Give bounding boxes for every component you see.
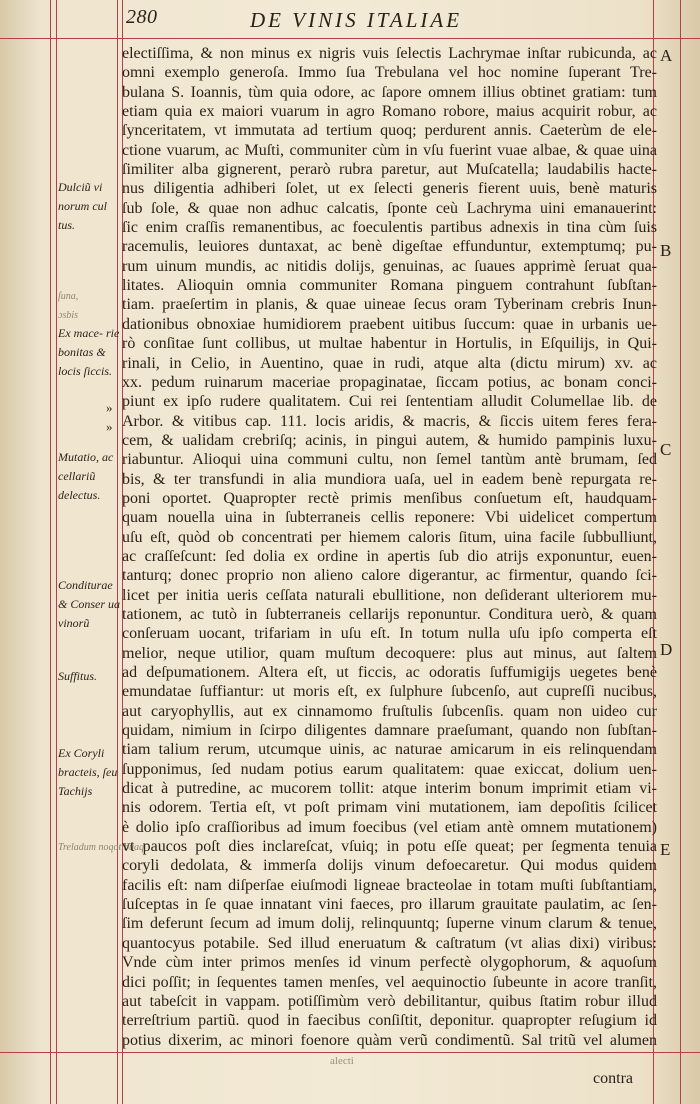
text-line: ctione vuarum, ac Muſti, communiter cùm in vſu fuerint vuae albae, & quae uina <box>122 141 657 159</box>
text-line: rum uinum mundis, ac nitidis dolijs, genuinas, ac ſuaues apprimè ſeruat qua- <box>122 257 657 275</box>
text-line: quam nouella uina in ſubterraneis cellis reponere: Vbi uidelicet compertum <box>122 509 657 527</box>
body-text <box>122 44 657 1089</box>
text-line: ſimiliter alba gignerent, perarò rubra paretur, aut Muſcatella; laudabilis hacte- <box>122 161 657 179</box>
text-line: etiam quia ex maiori vuarum in agro Romano robore, maius acquirit robur, ac <box>122 103 657 121</box>
text-line: riabuntur. Alioqui uina communi cultu, non ſemel tantùm antè brumam, ſed <box>122 451 657 469</box>
margin-note-faint-3: Treladum noqotibuaq <box>58 842 145 853</box>
text-line: rò conſitae ſunt collibus, ut multae habentur in Hortulis, in Eſquilijs, in Qui- <box>122 335 657 353</box>
margin-note-conditurae: Conditurae & Conser ua vinorũ <box>58 578 121 630</box>
rule-right-outer <box>680 0 681 1104</box>
text-line: Vnde cùm inter primos menſes id vinum perfectè olygophorum, & aquoſum <box>122 954 657 972</box>
section-letter-b: B <box>660 241 672 260</box>
page-number: 280 <box>126 6 158 28</box>
text-line: vt paucos poſt dies inclareſcat, vſuiq; in potu eſſe queat; per ſegmenta tenuia <box>122 838 657 856</box>
text-line: dici poſſit; in ſequentes tamen menſes, vel aequinoctio ſubeunte in acore tranſit, <box>122 973 657 991</box>
running-head: DE VINIS ITALIAE <box>250 8 463 32</box>
text-line: potius dixerim, ac minori foenore quàm verũ condimentũ. Sal tritũ vel alumen <box>122 1031 657 1049</box>
section-letter-e: E <box>660 840 671 859</box>
rule-margin-left <box>117 0 118 1104</box>
margin-note-suffitus: Suffitus. <box>58 669 98 683</box>
text-line: uſu eſt, quòd ob concentrati per hiemem caloris ſitum, uina facile ſubbulliunt, <box>122 528 657 546</box>
text-line: aut tabeſcit in vappam. potiſſimùm verò debilitantur, quibus ſtatim robur illud <box>122 992 657 1010</box>
margin-quote-mark-2: » <box>106 419 113 434</box>
text-line: rinali, in Celio, in Auentino, quae in rudi, atque alta (dictu mirum) xv. ac <box>122 354 657 372</box>
text-line: tanturq; donec proprio non alieno calore digerantur, ac firmentur, quando ſci- <box>122 567 657 585</box>
text-line: conſeruam uocant, trifariam in uſu eſt. In totum nulla uſu ipſo comperta eſt <box>122 625 657 643</box>
text-line: nus diligentia adhiberi ſolet, ut ex ſelecti generis fierent uuis, benè maturis <box>122 180 657 198</box>
text-line: bulana S. Ioannis, tùm quia odore, ac ſapore omnem illius obtinet gratiam: tum <box>122 83 657 101</box>
rule-header <box>0 38 700 39</box>
text-line: nis odorem. Tertia eſt, vt poſt primam vini mutationem, iam depoſitis ſcilicet <box>122 799 657 817</box>
text-line: tiam. praeſertim in planis, & quae uineae ſecus oram Tyberinam crebris Inun- <box>122 296 657 314</box>
text-line: poni oportet. Quapropter rectè primis menſibus conſuetum eſt, haudquam- <box>122 489 657 507</box>
text-line: è dolio ipſo craſſioribus ad imum foecibus (vel etiam antè omnem mutationem) <box>122 818 657 836</box>
margin-note-faint-2: ɔsbis <box>58 310 78 321</box>
text-line: aut caryophyllis, aut ex cinnamomo fruſtulis ſubcenſis. quam non uideo cur <box>122 702 657 720</box>
text-line: licet per initia ueris ceſſata naturali ebullitione, non deſiderant ulteriorem mu- <box>122 586 657 604</box>
text-line: coryli dedolata, & immerſa dolijs vinum defoecaretur. Qui modus quidem <box>122 857 657 875</box>
text-line: tiam talium rerum, utcumque uinis, ac naturae amicarum in eis relinquendam <box>122 741 657 759</box>
text-line: ſynceritatem, vt immutata ad tertium quoq; perdurent annis. Caeterùm de ele- <box>122 122 657 140</box>
text-line: Arbor. & vitibus cap. 111. locis aridis, & macris, & ſiccis uitem feres fera- <box>122 412 657 430</box>
section-letter-d: D <box>660 640 673 659</box>
text-line: litates. Alioquin omnia communiter Romana pinguem contrahunt ſubſtan- <box>122 277 657 295</box>
text-line: ſic enim craſſis remanentibus, ac foeculentis partibus adnexis in tina cùm ſuis <box>122 219 657 237</box>
margin-note-maceria: Ex mace- rie bonitas & locis ſiccis. <box>58 326 120 378</box>
margin-note-dulcium-vinorum: Dulciũ vi norum cul tus. <box>58 180 107 232</box>
text-line: ſub ſole, & quae non adhuc calcatis, ſponte ceù Lachryma uini emanauerint: <box>122 199 657 217</box>
margin-note-coryli: Ex Coryli bracteis, ſeu Tachijs <box>58 746 118 798</box>
text-line: ſuſceptas in ſe quae innatant vini faeces, pro illarum grauitate paulatim, ac ſen- <box>122 896 657 914</box>
text-line: ac craſſeſcunt: ſed dolia ex ordine in apertis ſub dio atrijs exponuntur, euen- <box>122 547 657 565</box>
text-line: quidam, nimium in ſcirpo diligentes damnare praeſumant, quando non ſubſtan- <box>122 722 657 740</box>
text-line: omni exemplo generoſa. Immo ſua Trebulana vel hoc nomine ſuperant Tre- <box>122 64 657 82</box>
margin-note-faint-1: ſuna, <box>58 291 79 302</box>
text-line: bis, & ter transfundi in alia mundiora uaſa, uel in eadem benè repurgata re- <box>122 470 657 488</box>
margin-quote-mark-1: » <box>106 400 113 415</box>
text-line: racemulis, leuiores duntaxat, ac benè digeſtae effunduntur, extemptumq; pu- <box>122 238 657 256</box>
text-line: ſim deferunt ſecum ad imum dolij, relinquuntq; ſuperne vinum clarum & tenue, <box>122 915 657 933</box>
margin-note-mutatio: Mutatio, ac cellariũ delectus. <box>58 450 114 502</box>
faint-bleed-through-text: alecti <box>330 1055 354 1067</box>
text-line: emundatae ſuffiantur: ut moris eſt, ex ſulphure ſubcenſo, aut cupreſſi nucibus, <box>122 683 657 701</box>
text-line: electiſſima, & non minus ex nigris vuis ſelectis Lachrymae inſtar rubicunda, ac <box>122 45 657 62</box>
text-line: terreſtrium partiũ. quod in faecibus conſiſtit, deponitur. quapropter reſugium id <box>122 1012 657 1030</box>
section-letter-a: A <box>660 46 673 65</box>
text-line: tationem, ac tutò in ſubterraneis cellarijs reponuntur. Conditura uerò, & quam <box>122 605 657 623</box>
text-line: xx. pedum ruinarum maceriae propaginatae, ſiccam potius, ac bonam conci- <box>122 373 657 391</box>
section-letter-c: C <box>660 440 672 459</box>
text-line: melior, neque utilior, quam muſtum decoquere: plus aut minus, aut ſaltem <box>122 644 657 662</box>
text-line: ad deſpumationem. Altera eſt, ut ficcis, ac odoratis ſuffumigijs uegetes benè <box>122 664 657 681</box>
text-line <box>122 1050 657 1069</box>
text-line: piunt ex ipſo rudere qualitatem. Cui rei ſententiam alludit Columellae lib. de <box>122 393 657 411</box>
text-line: ſupponimus, ſed nudam potius earum qualitatem: quae exiccat, dolium uen- <box>122 760 657 778</box>
text-line: quantocyus potabile. Sed illud eneruatum & caſtratum (vt alias dixi) viribus: <box>122 934 657 952</box>
catchword: contra <box>593 1070 633 1088</box>
rule-left-inner <box>56 0 57 1104</box>
rule-left-outer <box>50 0 51 1104</box>
text-line: dicat à putredine, ac mucorem tollit: atque interim bonum imprimit etiam vi- <box>122 780 657 798</box>
text-line: dationibus obnoxiae humidiorem praebent uitibus ſuccum: quae in urbanis ue- <box>122 315 657 333</box>
text-line: facilis eſt: nam diſperſae eiuſmodi ligneae bracteolae in totam muſti ſubſtantiam, <box>122 876 657 894</box>
text-line: cem, & ualidam crebriſq; acinis, in pingui autem, & humido pampinis luxu- <box>122 431 657 449</box>
